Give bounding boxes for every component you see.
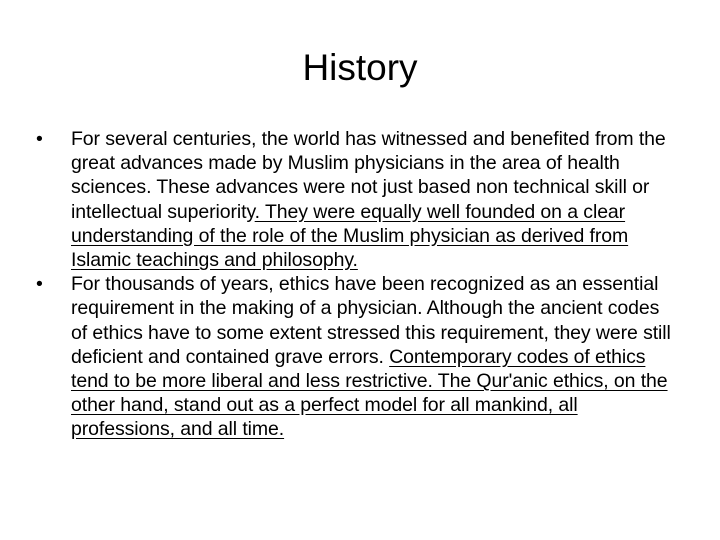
slide-title: History bbox=[302, 47, 418, 88]
underlined-text: Contemporary codes of ethics tend to be more liberal and less restrictive. The Qur'anic ethics, on the other hand, stand out as a perfect model for all mankind, all professions, and all time. bbox=[71, 345, 668, 441]
bullet-item-2 bbox=[36, 272, 676, 441]
bullet-text: For several centuries, the world has witnessed and benefited from the great advances made by Muslim physicians in the area of health sciences. These advances were not just based non technical skill or intellectual superiority bbox=[71, 128, 666, 223]
bullet-marker: • bbox=[36, 128, 43, 150]
bullet-text: For thousands of years, ethics have been recognized as an essential requirement in the making of a physician. Although the ancient codes of ethics have to some extent stressed this requirement, they were still deficient and contained grave errors. bbox=[71, 273, 671, 368]
bullet-marker: • bbox=[36, 273, 43, 296]
underlined-text: . They were equally well founded on a clear understanding of the role of the Muslim physician as derived from Islamic teachings and philosophy. bbox=[71, 200, 629, 272]
bullet-item-1 bbox=[36, 127, 676, 272]
bullet-list bbox=[36, 127, 676, 442]
